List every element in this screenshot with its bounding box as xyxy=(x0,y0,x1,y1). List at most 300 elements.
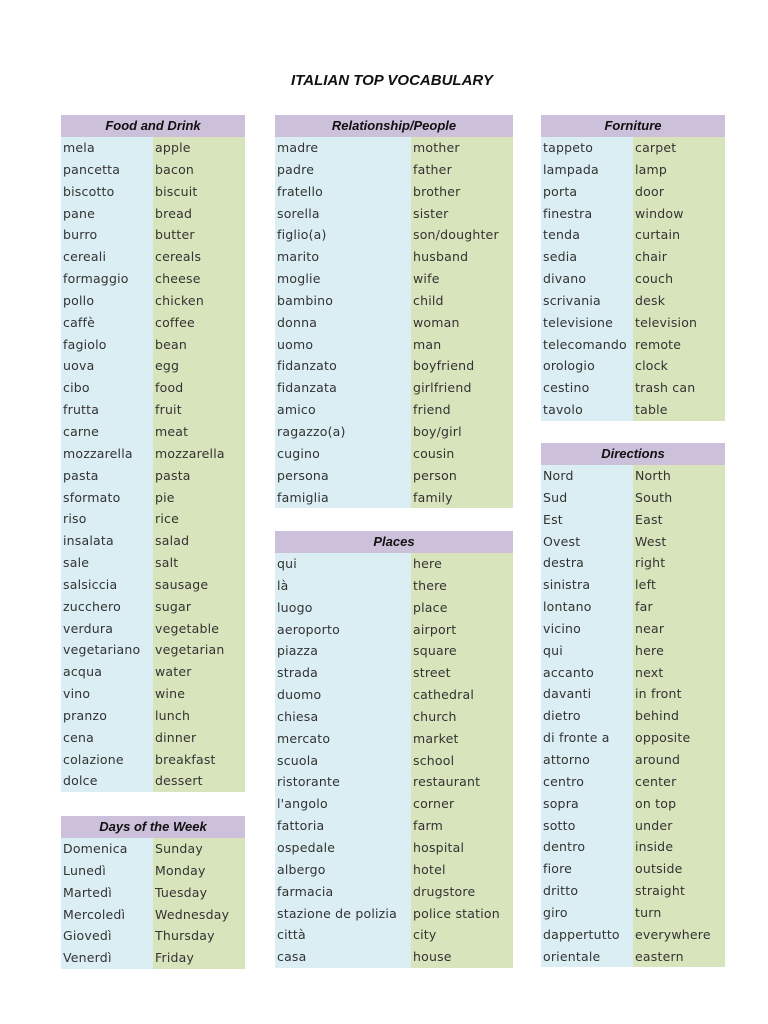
english-word: friend xyxy=(411,399,513,421)
english-word: straight xyxy=(633,880,725,902)
italian-word: riso xyxy=(61,508,153,530)
english-word: on top xyxy=(633,793,725,815)
italian-word: sorella xyxy=(275,203,411,225)
italian-word: scuola xyxy=(275,750,411,772)
english-word: vegetable xyxy=(153,618,245,640)
italian-word: fiore xyxy=(541,858,633,880)
table-row xyxy=(61,705,245,727)
italian-word: fidanzata xyxy=(275,377,411,399)
italian-word: l'angolo xyxy=(275,793,411,815)
italian-word: destra xyxy=(541,552,633,574)
table-row xyxy=(275,181,513,203)
english-word: boyfriend xyxy=(411,355,513,377)
english-word: drugstore xyxy=(411,881,513,903)
italian-word: tavolo xyxy=(541,399,633,421)
table-row xyxy=(275,465,513,487)
english-word: here xyxy=(411,553,513,575)
table-row xyxy=(61,596,245,618)
table-row xyxy=(275,312,513,334)
english-word: everywhere xyxy=(633,924,725,946)
italian-word: luogo xyxy=(275,597,411,619)
table-row xyxy=(541,640,725,662)
english-word: child xyxy=(411,290,513,312)
table-row xyxy=(541,137,725,159)
places-table xyxy=(275,531,513,968)
english-word: lunch xyxy=(153,705,245,727)
english-word: sugar xyxy=(153,596,245,618)
english-word: turn xyxy=(633,902,725,924)
italian-word: sedia xyxy=(541,246,633,268)
italian-word: frutta xyxy=(61,399,153,421)
english-word: coffee xyxy=(153,312,245,334)
english-word: Monday xyxy=(153,860,245,882)
italian-word: cestino xyxy=(541,377,633,399)
italian-word: carne xyxy=(61,421,153,443)
table-row xyxy=(541,531,725,553)
italian-word: divano xyxy=(541,268,633,290)
table-row xyxy=(61,882,245,904)
english-word: sister xyxy=(411,203,513,225)
italian-word: cibo xyxy=(61,377,153,399)
italian-word: marito xyxy=(275,246,411,268)
english-word: mozzarella xyxy=(153,443,245,465)
table-row xyxy=(541,465,725,487)
italian-word: città xyxy=(275,924,411,946)
table-row xyxy=(541,203,725,225)
english-word: here xyxy=(633,640,725,662)
english-word: girlfriend xyxy=(411,377,513,399)
table-row xyxy=(61,181,245,203)
english-word: chicken xyxy=(153,290,245,312)
table-row xyxy=(541,618,725,640)
english-word: fruit xyxy=(153,399,245,421)
italian-word: sformato xyxy=(61,487,153,509)
table-row xyxy=(541,355,725,377)
table-row xyxy=(541,268,725,290)
english-word: curtain xyxy=(633,224,725,246)
table-row xyxy=(541,552,725,574)
english-word: water xyxy=(153,661,245,683)
table-row xyxy=(61,661,245,683)
italian-word: cereali xyxy=(61,246,153,268)
table-row xyxy=(541,574,725,596)
table-row xyxy=(541,399,725,421)
english-word: school xyxy=(411,750,513,772)
italian-word: piazza xyxy=(275,640,411,662)
english-word: dessert xyxy=(153,770,245,792)
english-word: Thursday xyxy=(153,925,245,947)
english-word: near xyxy=(633,618,725,640)
english-word: table xyxy=(633,399,725,421)
table-row xyxy=(541,771,725,793)
table-row xyxy=(61,159,245,181)
table-row xyxy=(61,947,245,969)
italian-word: dietro xyxy=(541,705,633,727)
table-row xyxy=(541,793,725,815)
table-row xyxy=(275,881,513,903)
italian-word: lampada xyxy=(541,159,633,181)
italian-word: uomo xyxy=(275,334,411,356)
table-row xyxy=(61,770,245,792)
table-row xyxy=(61,334,245,356)
table-row xyxy=(61,552,245,574)
table-row xyxy=(61,399,245,421)
english-word: North xyxy=(633,465,725,487)
italian-word: caffè xyxy=(61,312,153,334)
english-word: around xyxy=(633,749,725,771)
table-row xyxy=(541,662,725,684)
table-row xyxy=(275,399,513,421)
table-row xyxy=(275,728,513,750)
table-header: Food and Drink xyxy=(61,115,245,137)
table-row xyxy=(61,904,245,926)
italian-word: qui xyxy=(275,553,411,575)
english-word: chair xyxy=(633,246,725,268)
english-word: mother xyxy=(411,137,513,159)
table-row xyxy=(541,377,725,399)
table-row xyxy=(275,203,513,225)
english-word: Wednesday xyxy=(153,904,245,926)
italian-word: burro xyxy=(61,224,153,246)
english-word: wife xyxy=(411,268,513,290)
english-word: vegetarian xyxy=(153,639,245,661)
italian-word: mela xyxy=(61,137,153,159)
english-word: behind xyxy=(633,705,725,727)
table-row xyxy=(61,137,245,159)
italian-word: cugino xyxy=(275,443,411,465)
italian-word: Mercoledì xyxy=(61,904,153,926)
english-word: woman xyxy=(411,312,513,334)
table-header: Days of the Week xyxy=(61,816,245,838)
english-word: square xyxy=(411,640,513,662)
table-header: Directions xyxy=(541,443,725,465)
english-word: opposite xyxy=(633,727,725,749)
english-word: South xyxy=(633,487,725,509)
table-row xyxy=(541,509,725,531)
italian-word: mozzarella xyxy=(61,443,153,465)
italian-word: fattoria xyxy=(275,815,411,837)
english-word: pie xyxy=(153,487,245,509)
table-row xyxy=(275,597,513,619)
table-row xyxy=(275,771,513,793)
english-word: couch xyxy=(633,268,725,290)
italian-word: ristorante xyxy=(275,771,411,793)
table-row xyxy=(541,487,725,509)
english-word: egg xyxy=(153,355,245,377)
italian-word: cena xyxy=(61,727,153,749)
days-of-the-week-table xyxy=(61,816,245,969)
english-word: cheese xyxy=(153,268,245,290)
table-row xyxy=(61,443,245,465)
english-word: breakfast xyxy=(153,749,245,771)
table-row xyxy=(541,815,725,837)
table-row xyxy=(275,706,513,728)
english-word: center xyxy=(633,771,725,793)
table-row xyxy=(275,377,513,399)
table-header: Forniture xyxy=(541,115,725,137)
italian-word: persona xyxy=(275,465,411,487)
english-word: inside xyxy=(633,836,725,858)
table-row xyxy=(541,705,725,727)
table-row xyxy=(275,575,513,597)
italian-word: fidanzato xyxy=(275,355,411,377)
english-word: bread xyxy=(153,203,245,225)
italian-word: zucchero xyxy=(61,596,153,618)
table-header: Relationship/People xyxy=(275,115,513,137)
italian-word: pranzo xyxy=(61,705,153,727)
italian-word: attorno xyxy=(541,749,633,771)
english-word: meat xyxy=(153,421,245,443)
italian-word: orologio xyxy=(541,355,633,377)
italian-word: telecomando xyxy=(541,334,633,356)
relationship-people-table xyxy=(275,115,513,508)
table-row xyxy=(275,750,513,772)
page-title: ITALIAN TOP VOCABULARY xyxy=(291,72,493,89)
table-row xyxy=(61,508,245,530)
italian-word: casa xyxy=(275,946,411,968)
italian-word: chiesa xyxy=(275,706,411,728)
table-row xyxy=(275,859,513,881)
italian-word: pollo xyxy=(61,290,153,312)
italian-word: pancetta xyxy=(61,159,153,181)
table-row xyxy=(541,596,725,618)
english-word: cathedral xyxy=(411,684,513,706)
english-word: house xyxy=(411,946,513,968)
table-row xyxy=(61,925,245,947)
english-word: place xyxy=(411,597,513,619)
table-row xyxy=(61,838,245,860)
italian-word: aeroporto xyxy=(275,619,411,641)
english-word: clock xyxy=(633,355,725,377)
table-row xyxy=(275,290,513,312)
english-word: lamp xyxy=(633,159,725,181)
table-row xyxy=(61,355,245,377)
english-word: apple xyxy=(153,137,245,159)
table-row xyxy=(61,727,245,749)
table-row xyxy=(61,290,245,312)
italian-word: dappertutto xyxy=(541,924,633,946)
table-row xyxy=(275,487,513,509)
table-row xyxy=(541,858,725,880)
table-row xyxy=(541,224,725,246)
italian-word: salsiccia xyxy=(61,574,153,596)
table-row xyxy=(275,553,513,575)
table-row xyxy=(275,334,513,356)
italian-word: davanti xyxy=(541,683,633,705)
italian-word: sotto xyxy=(541,815,633,837)
italian-word: dentro xyxy=(541,836,633,858)
english-word: pasta xyxy=(153,465,245,487)
table-header: Places xyxy=(275,531,513,553)
italian-word: televisione xyxy=(541,312,633,334)
italian-word: fratello xyxy=(275,181,411,203)
english-word: left xyxy=(633,574,725,596)
italian-word: ragazzo(a) xyxy=(275,421,411,443)
english-word: police station xyxy=(411,903,513,925)
italian-word: vegetariano xyxy=(61,639,153,661)
italian-word: amico xyxy=(275,399,411,421)
italian-word: tenda xyxy=(541,224,633,246)
table-row xyxy=(541,181,725,203)
italian-word: albergo xyxy=(275,859,411,881)
english-word: dinner xyxy=(153,727,245,749)
table-row xyxy=(541,880,725,902)
table-row xyxy=(275,903,513,925)
directions-table xyxy=(541,443,725,967)
table-row xyxy=(275,640,513,662)
table-row xyxy=(275,662,513,684)
english-word: sausage xyxy=(153,574,245,596)
italian-word: verdura xyxy=(61,618,153,640)
table-row xyxy=(275,924,513,946)
english-word: East xyxy=(633,509,725,531)
italian-word: bambino xyxy=(275,290,411,312)
italian-word: donna xyxy=(275,312,411,334)
italian-word: porta xyxy=(541,181,633,203)
table-row xyxy=(61,639,245,661)
english-word: father xyxy=(411,159,513,181)
table-row xyxy=(541,683,725,705)
italian-word: Giovedì xyxy=(61,925,153,947)
italian-word: stazione de polizia xyxy=(275,903,411,925)
italian-word: sopra xyxy=(541,793,633,815)
english-word: man xyxy=(411,334,513,356)
table-row xyxy=(61,530,245,552)
table-row xyxy=(275,793,513,815)
english-word: Tuesday xyxy=(153,882,245,904)
italian-word: centro xyxy=(541,771,633,793)
italian-word: duomo xyxy=(275,684,411,706)
english-word: carpet xyxy=(633,137,725,159)
table-row xyxy=(541,727,725,749)
english-word: eastern xyxy=(633,946,725,968)
english-word: salt xyxy=(153,552,245,574)
italian-word: là xyxy=(275,575,411,597)
italian-word: vicino xyxy=(541,618,633,640)
english-word: restaurant xyxy=(411,771,513,793)
italian-word: fagiolo xyxy=(61,334,153,356)
english-word: West xyxy=(633,531,725,553)
table-row xyxy=(61,465,245,487)
table-row xyxy=(541,334,725,356)
english-word: next xyxy=(633,662,725,684)
table-row xyxy=(541,749,725,771)
italian-word: scrivania xyxy=(541,290,633,312)
english-word: outside xyxy=(633,858,725,880)
italian-word: Venerdì xyxy=(61,947,153,969)
table-row xyxy=(61,268,245,290)
italian-word: tappeto xyxy=(541,137,633,159)
italian-word: sale xyxy=(61,552,153,574)
furniture-table xyxy=(541,115,725,421)
italian-word: pane xyxy=(61,203,153,225)
english-word: cousin xyxy=(411,443,513,465)
italian-word: colazione xyxy=(61,749,153,771)
table-row xyxy=(61,203,245,225)
italian-word: vino xyxy=(61,683,153,705)
english-word: airport xyxy=(411,619,513,641)
table-row xyxy=(275,619,513,641)
italian-word: Ovest xyxy=(541,531,633,553)
table-row xyxy=(275,421,513,443)
english-word: boy/girl xyxy=(411,421,513,443)
italian-word: farmacia xyxy=(275,881,411,903)
english-word: butter xyxy=(153,224,245,246)
italian-word: mercato xyxy=(275,728,411,750)
english-word: Sunday xyxy=(153,838,245,860)
italian-word: uova xyxy=(61,355,153,377)
italian-word: Nord xyxy=(541,465,633,487)
italian-word: acqua xyxy=(61,661,153,683)
italian-word: accanto xyxy=(541,662,633,684)
italian-word: finestra xyxy=(541,203,633,225)
table-row xyxy=(275,815,513,837)
italian-word: sinistra xyxy=(541,574,633,596)
table-row xyxy=(61,860,245,882)
table-row xyxy=(275,159,513,181)
english-word: city xyxy=(411,924,513,946)
italian-word: dritto xyxy=(541,880,633,902)
italian-word: madre xyxy=(275,137,411,159)
english-word: husband xyxy=(411,246,513,268)
italian-word: moglie xyxy=(275,268,411,290)
italian-word: ospedale xyxy=(275,837,411,859)
table-row xyxy=(61,421,245,443)
table-row xyxy=(61,224,245,246)
italian-word: qui xyxy=(541,640,633,662)
table-row xyxy=(541,946,725,968)
english-word: person xyxy=(411,465,513,487)
english-word: television xyxy=(633,312,725,334)
table-row xyxy=(275,224,513,246)
italian-word: dolce xyxy=(61,770,153,792)
table-row xyxy=(275,443,513,465)
english-word: food xyxy=(153,377,245,399)
italian-word: figlio(a) xyxy=(275,224,411,246)
italian-word: Lunedì xyxy=(61,860,153,882)
english-word: rice xyxy=(153,508,245,530)
italian-word: strada xyxy=(275,662,411,684)
italian-word: giro xyxy=(541,902,633,924)
english-word: remote xyxy=(633,334,725,356)
english-word: brother xyxy=(411,181,513,203)
italian-word: famiglia xyxy=(275,487,411,509)
table-row xyxy=(61,618,245,640)
english-word: church xyxy=(411,706,513,728)
english-word: corner xyxy=(411,793,513,815)
english-word: hospital xyxy=(411,837,513,859)
english-word: cereals xyxy=(153,246,245,268)
english-word: farm xyxy=(411,815,513,837)
table-row xyxy=(275,246,513,268)
italian-word: Est xyxy=(541,509,633,531)
italian-word: formaggio xyxy=(61,268,153,290)
english-word: under xyxy=(633,815,725,837)
english-word: far xyxy=(633,596,725,618)
english-word: market xyxy=(411,728,513,750)
table-row xyxy=(275,268,513,290)
italian-word: di fronte a xyxy=(541,727,633,749)
italian-word: insalata xyxy=(61,530,153,552)
table-row xyxy=(541,246,725,268)
english-word: Friday xyxy=(153,947,245,969)
table-row xyxy=(541,902,725,924)
table-row xyxy=(541,924,725,946)
table-row xyxy=(541,159,725,181)
table-row xyxy=(541,290,725,312)
italian-word: pasta xyxy=(61,465,153,487)
table-row xyxy=(541,312,725,334)
